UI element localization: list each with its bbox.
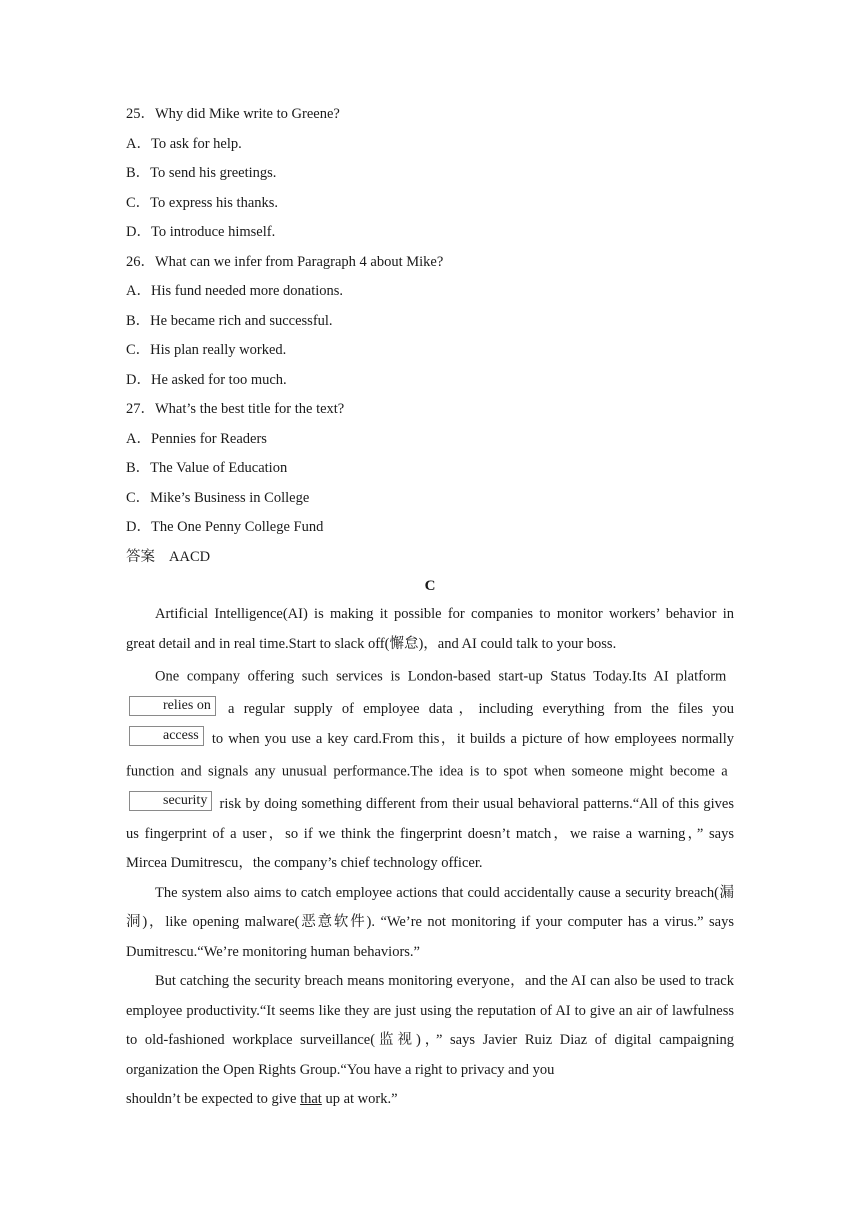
passage-paragraph-4-end — [126, 1085, 734, 1115]
underlined-word-that: that — [300, 1091, 322, 1107]
paragraph-text: a regular supply of employee data，including everything from the files you — [218, 701, 734, 717]
answer-label: 答案 — [126, 548, 155, 565]
paragraph-text: shouldn’t be expected to give — [126, 1091, 301, 1107]
paragraph-text: One company offering such services is London-based start-up Status Today.Its AI platform — [155, 668, 734, 685]
question-25 — [126, 100, 734, 248]
option-b: B．The Value of Education — [126, 460, 288, 476]
option-c: C．Mike’s Business in College — [126, 489, 310, 506]
passage-paragraph-3: The system also aims to catch employee actions that could accidentally cause a security breach(漏洞)，like opening malware(恶意软件). “We’re not monitoring if your computer has a virus.” says Dumitrescu.“We’re monitoring human behaviors.” — [126, 884, 734, 960]
answer-value: AACD — [169, 548, 211, 565]
passage-paragraph-4: But catching the security breach means monitoring everyone，and the AI can also be used to track employee productivity.“It seems like they are just using the reputation of AI to give an air of lawfulness to old-fashioned workplace surveillance(监视)，” says Javier Ruiz Diaz of digital campaigning organization the Open Rights Group.“You have a right to privacy and you — [126, 973, 734, 1078]
section-title: C — [424, 578, 436, 594]
highlighted-word-security: security — [129, 791, 212, 811]
option-b: B．He became rich and successful. — [126, 312, 333, 329]
answer-line — [126, 543, 734, 573]
option-c: C．To express his thanks. — [126, 194, 279, 211]
option-d: D．The One Penny College Fund — [126, 519, 324, 535]
highlighted-word-access: access — [129, 726, 204, 746]
paragraph-text: to when you use a key card.From this，it builds a picture of how employees normally function and signals any unusual performance.The idea is to spot when someone might become a — [126, 730, 734, 780]
question-stem: 25．Why did Mike write to Greene? — [126, 106, 340, 122]
option-b: B．To send his greetings. — [126, 165, 277, 181]
option-c: C．His plan really worked. — [126, 342, 287, 358]
question-27 — [126, 395, 734, 543]
passage-paragraph-2 — [126, 659, 734, 879]
option-a: A．Pennies for Readers — [126, 430, 267, 447]
question-stem: 27．What’s the best title for the text? — [126, 401, 345, 417]
question-stem: 26．What can we infer from Paragraph 4 about Mike? — [126, 253, 444, 270]
option-d: D．He asked for too much. — [126, 371, 287, 388]
option-a: A．His fund needed more donations. — [126, 283, 344, 299]
paragraph-text: risk by doing something different from their usual behavioral patterns.“All of this gives us fingerprint of a user，so if we think the fingerprint doesn’t match，we raise a warning，” says Mircea Dumitrescu，the company’s chief technology officer. — [126, 796, 734, 871]
question-26 — [126, 248, 734, 396]
passage-paragraph-1: Artificial Intelligence(AI) is making it possible for companies to monitor workers’ behavior in great detail and in real time.Start to slack off(懈怠)，and AI could talk to your boss. — [126, 606, 734, 652]
document-page — [126, 100, 734, 1115]
option-a: A．To ask for help. — [126, 135, 242, 152]
paragraph-text: up at work.” — [321, 1091, 398, 1107]
highlighted-word-relies-on: relies on — [129, 696, 216, 716]
option-d: D．To introduce himself. — [126, 224, 276, 240]
